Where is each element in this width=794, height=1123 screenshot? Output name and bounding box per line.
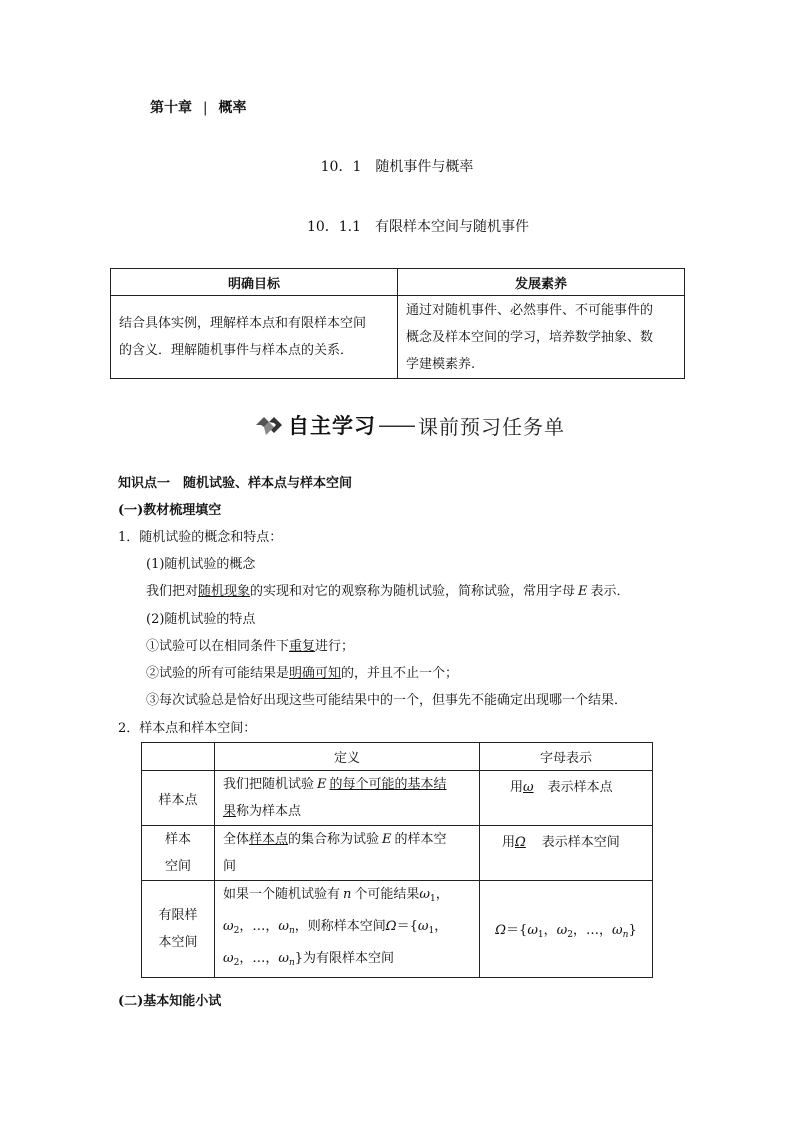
- text-span: 表示样本点: [547, 780, 613, 795]
- text-span: ，: [239, 951, 253, 966]
- text-span: ，: [543, 922, 557, 938]
- math-letter: E: [317, 777, 327, 792]
- table-corner-cell: [142, 743, 215, 771]
- subscript: 2: [567, 929, 574, 940]
- underlined-term: 果: [223, 804, 237, 819]
- text-span: ，: [599, 922, 613, 938]
- text-span: }为有限样本空间: [294, 951, 395, 966]
- text-span: 的集合称为试验: [288, 832, 380, 847]
- subscript: 1: [430, 894, 436, 904]
- text-span: }: [628, 922, 637, 938]
- row3-definition: [215, 881, 480, 978]
- text-span: ，: [265, 951, 279, 966]
- text-span: 如果一个随机试验有: [223, 887, 341, 902]
- goals-header-right: 发展素养: [398, 269, 685, 296]
- text-span: 的样本空: [394, 832, 447, 847]
- sample-space-table: [141, 742, 653, 978]
- text-span: 的，并且不止一个；: [341, 666, 459, 681]
- text-span: 表示．: [590, 584, 630, 599]
- goals-left-line: 结合具体实例，理解样本点和有限样本空间: [119, 316, 367, 331]
- underlined-term: 随机现象: [198, 584, 251, 599]
- row1-notation: [480, 771, 653, 826]
- item1-title: 1．随机试验的概念和特点：: [118, 530, 283, 545]
- section-banner: [254, 410, 565, 440]
- text-span: ①试验可以在相同条件下: [146, 639, 290, 654]
- text-span: 用: [502, 835, 516, 850]
- underlined-term: 样本点: [249, 832, 289, 847]
- math-symbol-omega: ω: [612, 922, 623, 938]
- math-symbol-omega-cap: Ω: [515, 835, 526, 850]
- item1-sub1: (1)随机试验的概念: [146, 557, 256, 572]
- row3-notation: [480, 881, 653, 978]
- text-span: ＝{: [506, 922, 528, 938]
- math-symbol-omega: ω: [527, 922, 538, 938]
- text-span: 我们把随机试验: [223, 777, 315, 792]
- text-span: ，: [434, 919, 448, 934]
- chapter-title: 概率: [218, 100, 247, 116]
- chapter-label: 第十章: [150, 100, 192, 116]
- subscript: 2: [233, 926, 240, 936]
- part2-title: (二)基本知能小试: [118, 994, 222, 1009]
- goals-header-left: 明确目标: [111, 269, 398, 296]
- label-line: 本空间: [158, 935, 198, 950]
- banner-logo-icon: [254, 414, 284, 436]
- goals-right-line: 通过对随机事件、必然事件、不可能事件的: [406, 302, 654, 318]
- subscript: n: [622, 929, 629, 940]
- math-letter: E: [382, 832, 392, 847]
- row-label-sample-space: [142, 826, 215, 881]
- math-letter: E: [578, 584, 588, 599]
- math-symbol-omega: ω: [223, 919, 234, 934]
- goals-right-cell: [398, 296, 685, 379]
- row2-definition: [215, 826, 480, 881]
- subscript: 2: [233, 958, 240, 968]
- row-label-sample-point: 样本点: [142, 771, 215, 826]
- item1-sub2: (2)随机试验的特点: [146, 612, 256, 627]
- label-line: 空间: [164, 859, 191, 874]
- math-symbol-omega: ω: [556, 922, 568, 938]
- text-span: …: [252, 919, 266, 934]
- part1-title: (一)教材梳理填空: [118, 503, 222, 518]
- banner-title: 自主学习: [288, 414, 376, 438]
- text-span: ②试验的所有可能结果是: [146, 666, 290, 681]
- text-span: 间: [223, 859, 237, 874]
- feature-1: [146, 635, 354, 654]
- text-span: ，: [239, 919, 253, 934]
- math-symbol-omega: ω: [523, 780, 534, 795]
- banner-dash: ——: [378, 413, 412, 437]
- label-line: 有限样: [158, 908, 198, 923]
- header-notation: 字母表示: [480, 743, 653, 771]
- subscript: n: [288, 926, 295, 936]
- math-symbol-omega-cap: Ω: [385, 919, 397, 934]
- banner-subtitle: 课前预习任务单: [418, 414, 565, 439]
- underlined-term: 重复: [289, 639, 316, 654]
- math-symbol-omega: ω: [278, 919, 289, 934]
- chapter-separator: |: [202, 100, 208, 116]
- text-span: ，: [435, 887, 449, 902]
- math-symbol-omega: ω: [419, 887, 431, 902]
- section-title: 10．1 随机事件与概率: [320, 159, 474, 175]
- goals-left-line: 的含义．理解随机事件与样本点的关系．: [119, 343, 354, 358]
- goals-right-line: 学建模素养.: [406, 356, 476, 372]
- text-span: 全体: [223, 832, 250, 847]
- text-span: ，则称样本空间: [294, 919, 386, 934]
- math-symbol-omega-cap: Ω: [495, 922, 507, 938]
- text-span: ，: [265, 919, 279, 934]
- row2-notation: [480, 826, 653, 881]
- text-span: …: [586, 922, 600, 938]
- feature-2: [146, 662, 458, 681]
- knowledge-point-title: 知识点一 随机试验、样本点与样本空间: [118, 476, 353, 491]
- subscript: n: [288, 958, 295, 968]
- underlined-term: 的每个可能的基本结: [329, 777, 447, 792]
- math-symbol-omega: ω: [278, 951, 289, 966]
- text-span: …: [252, 951, 266, 966]
- item2-title: 2．样本点和样本空间：: [118, 721, 257, 736]
- text-span: 我们把对: [146, 584, 199, 599]
- feature-3: ③每次试验总是恰好出现这些可能结果中的一个，但事先不能确定出现哪一个结果．: [146, 693, 628, 708]
- header-definition: 定义: [215, 743, 480, 771]
- math-letter: n: [343, 887, 352, 902]
- text-span: 用: [510, 780, 524, 795]
- text-span: 进行；: [315, 639, 355, 654]
- text-span: 称为样本点: [236, 804, 302, 819]
- text-span: 的实现和对它的观察称为随机试验，简称试验，常用字母: [250, 584, 576, 599]
- chapter-header: [150, 97, 246, 117]
- goals-table: [110, 268, 685, 379]
- goals-left-cell: [111, 296, 398, 379]
- label-line: 样本: [164, 832, 191, 847]
- math-symbol-omega: ω: [223, 951, 234, 966]
- text-span: ，: [573, 922, 587, 938]
- subscript: 1: [428, 926, 435, 936]
- subscript: 1: [537, 929, 544, 940]
- row1-definition: [215, 771, 480, 826]
- row-label-finite-space: [142, 881, 215, 978]
- goals-right-line: 概念及样本空间的学习，培养数学抽象、数: [406, 329, 654, 345]
- text-span: ＝{: [396, 919, 418, 934]
- text-span: 个可能结果: [354, 887, 420, 902]
- text-span: 表示样本空间: [541, 835, 620, 850]
- math-symbol-omega: ω: [417, 919, 429, 934]
- underlined-term: 明确可知: [289, 666, 342, 681]
- subsection-title: 10．1.1 有限样本空间与随机事件: [306, 219, 530, 235]
- item1-sub1-text: [146, 580, 630, 599]
